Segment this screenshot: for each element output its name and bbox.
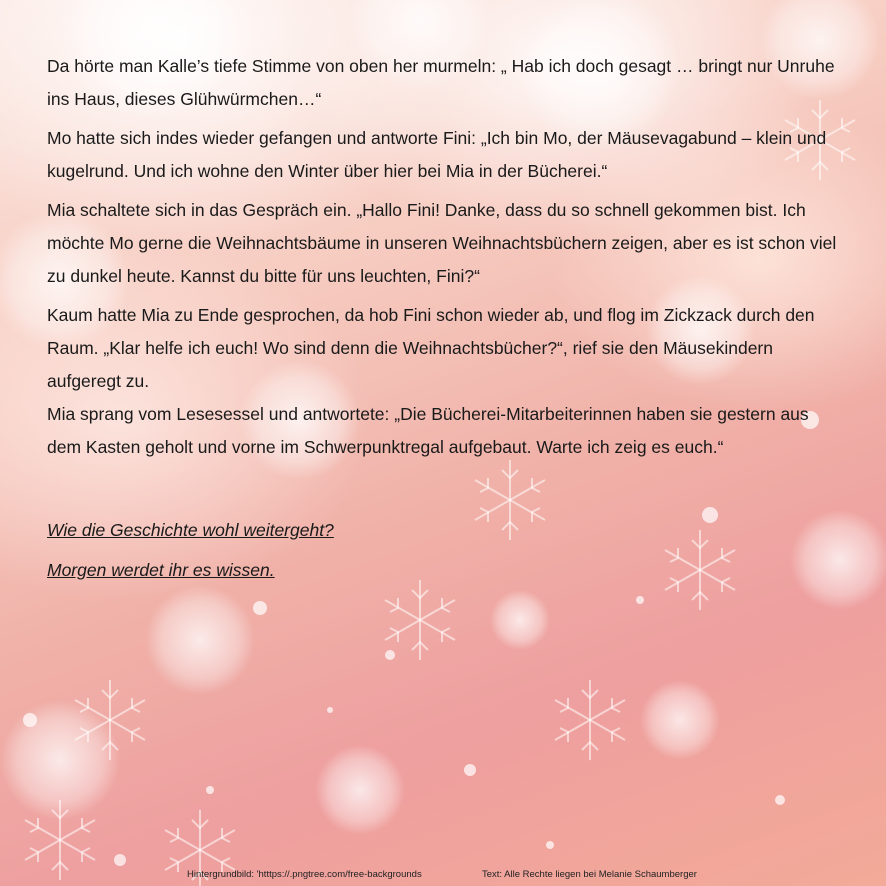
background-credit: Hintergrundbild: 'htttps://.pngtree.com/free-backgrounds: [187, 869, 422, 880]
closing-question: Wie die Geschichte wohl weitergeht?: [47, 520, 334, 540]
story-paragraph: Mia schaltete sich in das Gespräch ein. „Hallo Fini! Danke, dass du so schnell gekommen bist. Ich möchte Mo gerne die Weihnachtsbäume in unseren Weihnachtsbüchern zeigen, aber es ist schon viel zu dunkel heute. Kannst du bitte für uns leuchten, Fini?“: [47, 200, 837, 286]
closing-text: [47, 510, 647, 590]
text-credit: Text: Alle Rechte liegen bei Melanie Schaumberger: [482, 869, 697, 880]
story-paragraph: Kaum hatte Mia zu Ende gesprochen, da hob Fini schon wieder ab, und flog im Zickzack durch den Raum. „Klar helfe ich euch! Wo sind denn die Weihnachtsbücher?“, rief sie den Mäusekindern aufgeregt zu.: [47, 305, 815, 391]
story-text: [47, 50, 847, 470]
story-paragraph: Da hörte man Kalle’s tiefe Stimme von oben her murmeln: „ Hab ich doch gesagt … bringt nur Unruhe ins Haus, dieses Glühwürmchen…“: [47, 56, 835, 109]
story-paragraph: Mo hatte sich indes wieder gefangen und antworte Fini: „Ich bin Mo, der Mäusevagabund – klein und kugelrund. Und ich wohne den Winter über hier bei Mia in der Bücherei.“: [47, 128, 827, 181]
story-paragraph: Mia sprang vom Lesesessel und antwortete: „Die Bücherei-Mitarbeiterinnen haben sie gestern aus dem Kasten geholt und vorne im Schwerpunktregal aufgebaut. Warte ich zeig es euch.“: [47, 404, 809, 457]
closing-answer: Morgen werdet ihr es wissen.: [47, 560, 275, 580]
